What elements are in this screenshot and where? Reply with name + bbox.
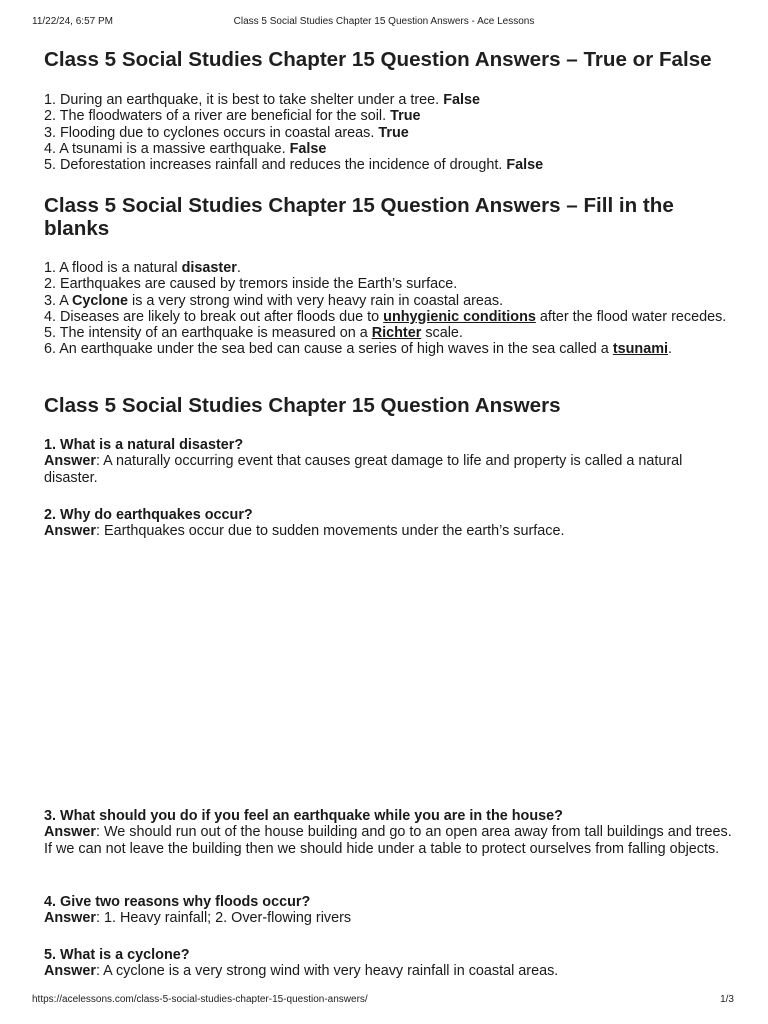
list-item: 5. Deforestation increases rainfall and reduces the incidence of drought. False: [44, 157, 544, 174]
list-item: 3. A Cyclone is a very strong wind with very heavy rain in coastal areas.: [44, 292, 504, 309]
list-item: 5. The intensity of an earthquake is measured on a Richter scale.: [44, 325, 463, 342]
answer-link[interactable]: unhygienic conditions: [383, 308, 536, 325]
print-footer: [32, 994, 736, 1008]
qa-item: [44, 947, 734, 980]
question: 2. Why do earthquakes occur?: [44, 507, 253, 523]
qa-item: [44, 507, 734, 540]
question: 4. Give two reasons why floods occur?: [44, 894, 311, 910]
list-item: 4. A tsunami is a massive earthquake. False: [44, 140, 327, 157]
question: 1. What is a natural disaster?: [44, 437, 244, 453]
answer-value: False: [443, 92, 480, 108]
answer-link[interactable]: tsunami: [612, 341, 668, 358]
qa-item: [44, 437, 734, 486]
true-false-list: [44, 92, 734, 173]
answer: Answer: Earthquakes occur due to sudden movements under the earth’s surface.: [44, 523, 565, 540]
list-item: 1. During an earthquake, it is best to take shelter under a tree. False: [44, 92, 480, 108]
list-item: 6. An earthquake under the sea bed can cause a series of high waves in the sea called a tsunami.: [44, 341, 672, 358]
print-url: https://acelessons.com/class-5-social-studies-chapter-15-question-answers/: [32, 994, 368, 1005]
print-page-title: Class 5 Social Studies Chapter 15 Question Answers - Ace Lessons: [233, 16, 535, 27]
answer: Answer: We should run out of the house building and go to an open area away from tall buildings and trees. If we can not leave the building then we should hide under a table to protect ourselves from falling objects.: [44, 824, 732, 857]
qa-item: [44, 808, 734, 857]
answer-value: True: [378, 124, 409, 141]
heading-fill-blanks: Class 5 Social Studies Chapter 15 Question Answers – Fill in the blanks: [44, 194, 674, 240]
page-number: 1/3: [720, 994, 734, 1005]
heading-true-false: Class 5 Social Studies Chapter 15 Question Answers – True or False: [44, 48, 712, 71]
heading-question-answers: Class 5 Social Studies Chapter 15 Question Answers: [44, 394, 561, 417]
answer-value: True: [390, 108, 421, 125]
list-item: 4. Diseases are likely to break out after floods due to unhygienic conditions after the flood water recedes.: [44, 308, 727, 325]
question: 5. What is a cyclone?: [44, 947, 190, 963]
answer-value: disaster: [181, 260, 237, 276]
question: 3. What should you do if you feel an earthquake while you are in the house?: [44, 808, 563, 824]
print-datetime: 11/22/24, 6:57 PM: [32, 16, 113, 27]
answer: Answer: A naturally occurring event that causes great damage to life and property is called a natural disaster.: [44, 453, 683, 486]
answer-value: False: [289, 140, 327, 157]
answer-link[interactable]: Richter: [371, 325, 422, 342]
list-item: 1. A flood is a natural disaster.: [44, 260, 241, 276]
fill-blanks-list: [44, 260, 734, 358]
list-item: 3. Flooding due to cyclones occurs in coastal areas. True: [44, 124, 409, 141]
answer-value: False: [506, 157, 544, 174]
answer-value: Cyclone: [72, 292, 128, 309]
list-item: 2. The floodwaters of a river are beneficial for the soil. True: [44, 108, 421, 125]
answer: Answer: 1. Heavy rainfall; 2. Over-flowing rivers: [44, 910, 352, 927]
list-item: 2. Earthquakes are caused by tremors inside the Earth’s surface.: [44, 276, 458, 293]
qa-item: [44, 894, 734, 927]
print-header: [32, 16, 736, 30]
answer: Answer: A cyclone is a very strong wind with very heavy rainfall in coastal areas.: [44, 963, 559, 980]
